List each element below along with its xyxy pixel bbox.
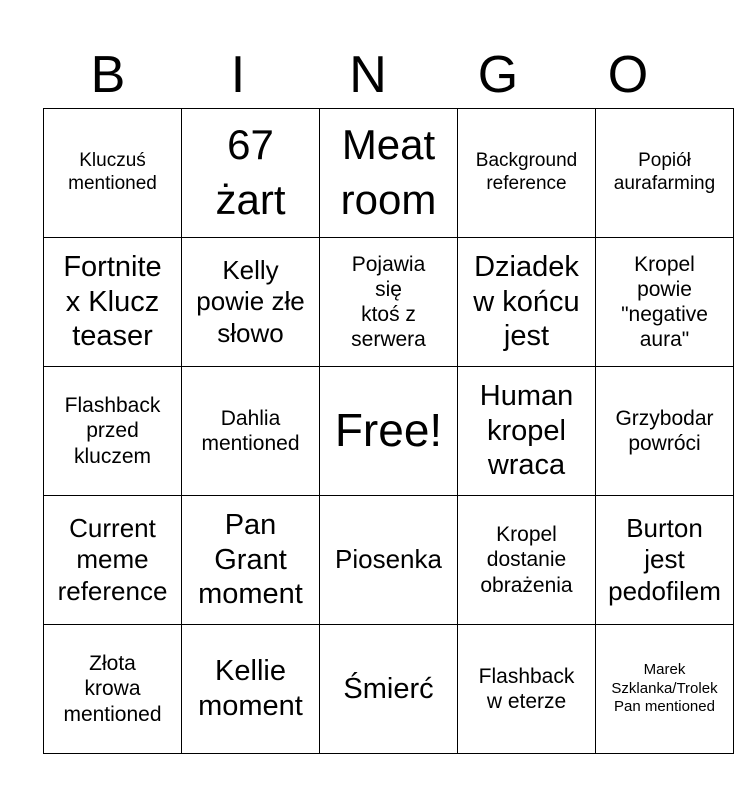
bingo-cell[interactable]: [182, 367, 320, 496]
cell-text: Kelly powie złe słowo: [196, 255, 305, 348]
bingo-cell[interactable]: [182, 109, 320, 238]
cell-text: Śmierć: [343, 672, 434, 705]
bingo-cell[interactable]: [458, 367, 596, 496]
header-letter-i: I: [230, 46, 246, 104]
bingo-cell[interactable]: [182, 238, 320, 367]
cell-text: Fortnite x Klucz teaser: [63, 250, 162, 353]
cell-text: Meat room: [340, 121, 437, 223]
bingo-cell[interactable]: [44, 367, 182, 496]
bingo-cell[interactable]: [458, 238, 596, 367]
bingo-cell[interactable]: [458, 625, 596, 754]
cell-text: Human kropel wraca: [479, 379, 574, 482]
bingo-cell[interactable]: [596, 367, 734, 496]
bingo-cell[interactable]: [44, 238, 182, 367]
cell-text: Burton jest pedofilem: [608, 513, 721, 606]
cell-text: Złota krowa mentioned: [63, 652, 162, 726]
bingo-board: [43, 108, 734, 754]
cell-text: Pan Grant moment: [198, 508, 303, 611]
cell-text: Background reference: [475, 150, 578, 194]
cell-text: Marek Szklanka/Trolek Pan mentioned: [611, 660, 718, 716]
header-letter-b: B: [90, 46, 126, 104]
cell-text: Current meme reference: [57, 513, 168, 606]
bingo-cell[interactable]: [320, 625, 458, 754]
bingo-cell[interactable]: [44, 625, 182, 754]
bingo-cell[interactable]: [182, 625, 320, 754]
cell-text: Dahlia mentioned: [201, 406, 300, 455]
bingo-cell[interactable]: [44, 496, 182, 625]
bingo-cell[interactable]: [320, 496, 458, 625]
bingo-header: [43, 42, 693, 108]
cell-text: Free!: [334, 404, 443, 457]
bingo-cell[interactable]: [596, 625, 734, 754]
board-row: [44, 496, 734, 625]
cell-text: Piosenka: [335, 544, 442, 575]
bingo-cell[interactable]: [320, 109, 458, 238]
cell-text: Kluczuś mentioned: [68, 150, 157, 194]
bingo-cell[interactable]: [182, 496, 320, 625]
board-row: [44, 238, 734, 367]
free-cell[interactable]: [320, 367, 458, 496]
bingo-cell[interactable]: [596, 238, 734, 367]
bingo-cell[interactable]: [458, 496, 596, 625]
cell-text: Dziadek w końcu jest: [473, 250, 580, 353]
cell-text: Kropel dostanie obrażenia: [480, 523, 573, 597]
bingo-cell[interactable]: [458, 109, 596, 238]
bingo-cell[interactable]: [596, 109, 734, 238]
board-row: [44, 625, 734, 754]
bingo-cell[interactable]: [596, 496, 734, 625]
header-letter-o: O: [607, 46, 649, 104]
cell-text: Flashback przed kluczem: [64, 394, 161, 468]
bingo-cell[interactable]: [44, 109, 182, 238]
cell-text: Grzybodar powróci: [615, 406, 714, 455]
header-letter-n: N: [349, 46, 387, 104]
board-row: [44, 109, 734, 238]
cell-text: 67 żart: [215, 121, 286, 223]
cell-text: Kellie moment: [198, 655, 303, 722]
cell-text: Kropel powie "negative aura": [621, 252, 708, 352]
cell-text: Flashback w eterze: [478, 664, 575, 713]
board-row: [44, 367, 734, 496]
bingo-cell[interactable]: [320, 238, 458, 367]
header-letter-g: G: [477, 46, 519, 104]
cell-text: Pojawia się ktoś z serwera: [351, 252, 426, 352]
cell-text: Popiół aurafarming: [613, 150, 716, 194]
